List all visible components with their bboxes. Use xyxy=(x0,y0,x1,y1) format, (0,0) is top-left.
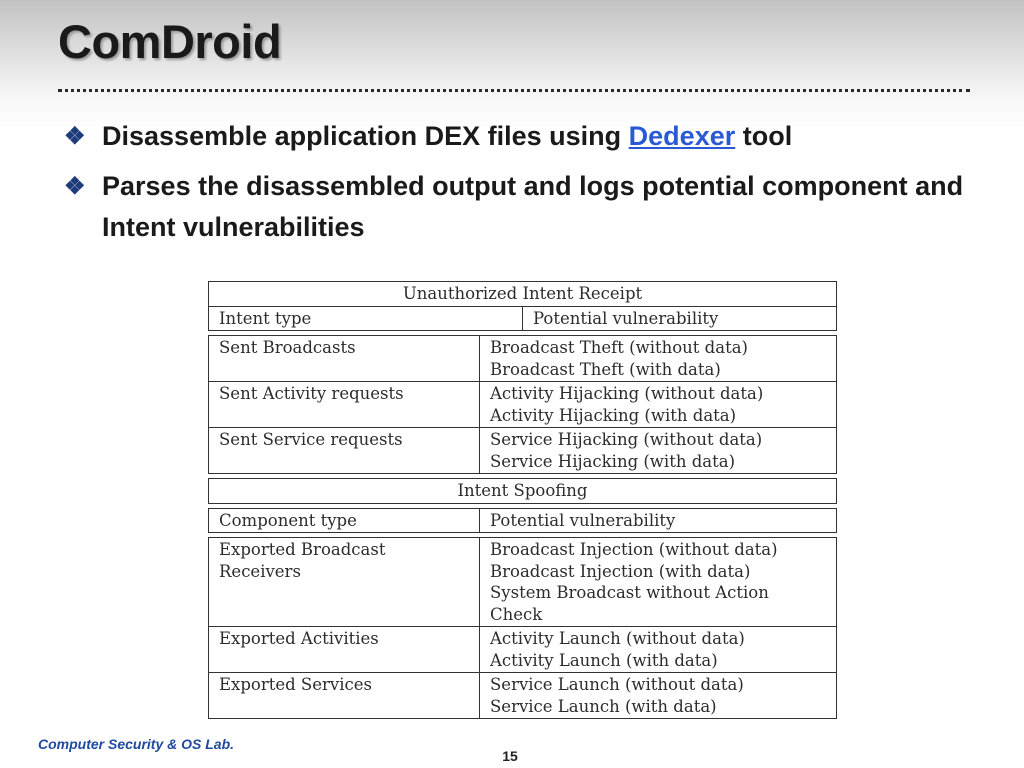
slide-title: ComDroid xyxy=(58,15,282,68)
table-cell-vulns xyxy=(480,673,837,719)
vuln-line: Service Hijacking (with data) xyxy=(490,451,736,471)
vuln-line: Service Launch (with data) xyxy=(490,696,717,716)
dedexer-link[interactable]: Dedexer xyxy=(628,121,736,151)
vuln-line: Broadcast Injection (without data) xyxy=(490,540,778,559)
vuln-line: Activity Hijacking (without data) xyxy=(490,384,764,403)
bullet-item xyxy=(64,116,1004,157)
vuln-line: System Broadcast without Action Check xyxy=(490,583,769,624)
table-cell-type: Sent Broadcasts xyxy=(209,336,480,382)
four-diamond-bullet-icon: ❖ xyxy=(64,123,86,150)
vulnerability-tables xyxy=(208,281,837,719)
intent-spoofing-table xyxy=(208,478,837,504)
table-cell-vulns xyxy=(480,538,837,627)
vuln-line: Activity Hijacking (with data) xyxy=(490,405,737,425)
bullet-text: Parses the disassembled output and logs potential component and Intent vulnerabilities xyxy=(102,171,964,242)
table-header-cell: Potential vulnerability xyxy=(523,306,837,331)
bullet-item xyxy=(64,166,1004,248)
bullet-list xyxy=(64,116,1004,257)
unauthorized-intent-receipt-rows xyxy=(208,335,837,474)
table-cell-vulns xyxy=(480,336,837,382)
vuln-line: Activity Launch (with data) xyxy=(490,650,718,670)
table-cell-vulns xyxy=(480,627,837,673)
bullet-text-before: Disassemble application DEX files using xyxy=(102,121,629,151)
vuln-line: Service Launch (without data) xyxy=(490,675,744,694)
vuln-line: Broadcast Theft (without data) xyxy=(490,338,748,357)
table-caption: Intent Spoofing xyxy=(209,479,837,504)
table-header-cell: Intent type xyxy=(209,306,523,331)
table-cell-type: Sent Service requests xyxy=(209,428,480,474)
intent-spoofing-header xyxy=(208,508,837,534)
intent-spoofing-rows xyxy=(208,537,837,719)
table-cell-type: Exported Broadcast Receivers xyxy=(209,538,480,627)
table-cell-type: Exported Services xyxy=(209,673,480,719)
vuln-line: Service Hijacking (without data) xyxy=(490,430,763,449)
table-cell-type: Exported Activities xyxy=(209,627,480,673)
four-diamond-bullet-icon: ❖ xyxy=(64,173,86,200)
vuln-line: Broadcast Injection (with data) xyxy=(490,561,751,581)
table-row xyxy=(209,336,837,382)
table-cell-type: Sent Activity requests xyxy=(209,382,480,428)
table-header-cell: Potential vulnerability xyxy=(480,508,837,533)
unauthorized-intent-receipt-table xyxy=(208,281,837,331)
title-divider xyxy=(58,89,970,92)
table-caption: Unauthorized Intent Receipt xyxy=(209,282,837,307)
table-row xyxy=(209,382,837,428)
table-row xyxy=(209,538,837,627)
table-row xyxy=(209,627,837,673)
footer-lab-name: Computer Security & OS Lab. xyxy=(38,736,235,752)
bullet-text-after: tool xyxy=(735,121,793,151)
table-header-cell: Component type xyxy=(209,508,480,533)
vuln-line: Activity Launch (without data) xyxy=(490,629,745,648)
table-cell-vulns xyxy=(480,382,837,428)
table-row xyxy=(209,428,837,474)
page-number-container xyxy=(0,748,1024,764)
page-number: 15 xyxy=(502,748,518,764)
table-cell-vulns xyxy=(480,428,837,474)
table-row xyxy=(209,673,837,719)
vuln-line: Broadcast Theft (with data) xyxy=(490,359,721,379)
